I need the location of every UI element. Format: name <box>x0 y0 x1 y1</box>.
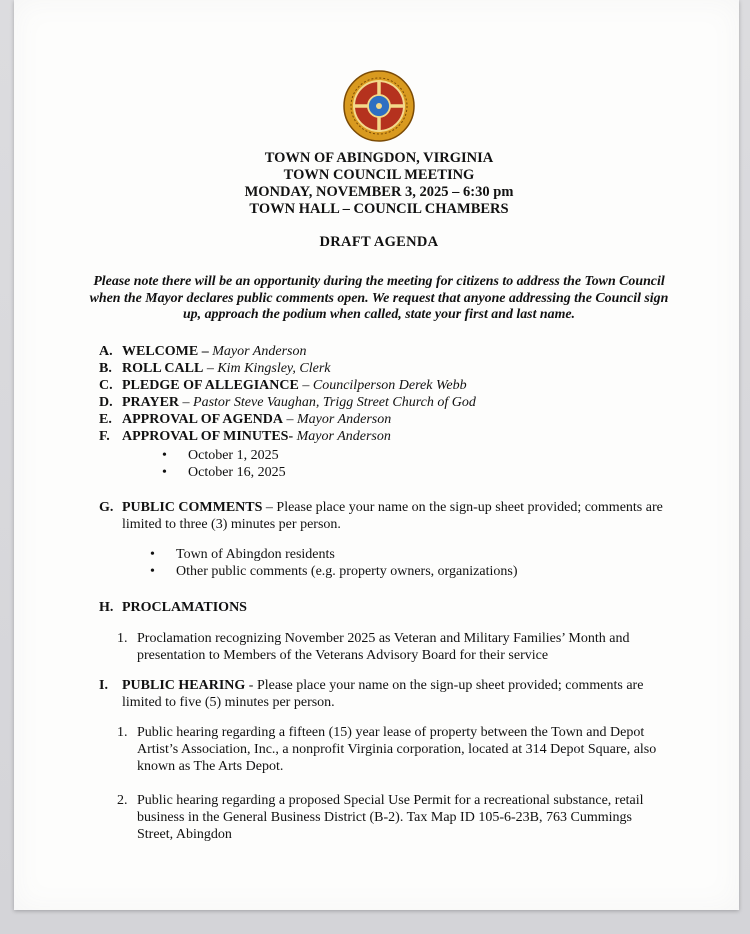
agenda-item-roll-call <box>99 360 669 377</box>
document-header <box>89 150 669 218</box>
agenda-item-welcome <box>99 343 669 360</box>
item-separator: – <box>262 499 277 515</box>
proclamation-item-1 <box>117 630 669 664</box>
item-letter: B. <box>99 360 112 376</box>
item-separator: – <box>179 394 194 410</box>
bullet-icon: • <box>162 465 167 480</box>
agenda-item-approval-agenda <box>99 411 669 428</box>
header-meeting-type: TOWN COUNCIL MEETING <box>283 167 475 183</box>
item-letter: A. <box>99 343 113 359</box>
public-hearing-item-1 <box>117 724 669 775</box>
header-date-time: MONDAY, NOVEMBER 3, 2025 – 6:30 pm <box>244 184 514 200</box>
list-item <box>155 447 669 465</box>
item-detail: Councilperson Derek Webb <box>312 377 467 393</box>
list-item <box>143 563 669 581</box>
item-separator: – <box>198 343 213 359</box>
item-letter: D. <box>99 394 113 410</box>
proclamation-text: Proclamation recognizing November 2025 as Veteran and Military Families’ Month and presentation to Members of the Veterans Advisory Board for their service <box>137 630 630 663</box>
comment-category: Other public comments (e.g. property owners, organizations) <box>176 564 518 579</box>
seal-center-star <box>376 103 382 109</box>
bullet-icon: • <box>150 564 155 579</box>
item-detail: Kim Kingsley, Clerk <box>217 360 331 376</box>
list-item <box>155 464 669 482</box>
item-detail: Pastor Steve Vaughan, Trigg Street Church of God <box>193 394 476 410</box>
item-letter: E. <box>99 411 112 427</box>
item-detail: Mayor Anderson <box>297 411 392 427</box>
agenda-item-public-hearing <box>99 677 669 711</box>
item-letter: G. <box>99 499 114 515</box>
hearing-text: Public hearing regarding a proposed Special Use Permit for a recreational substance, retail business in the General Business District (B-2). Tax Map ID 105-6-23B, 763 Cummings Street, Abingdon <box>137 792 644 842</box>
minutes-date: October 1, 2025 <box>188 447 279 463</box>
item-title: PRAYER <box>122 394 180 410</box>
hearing-text: Public hearing regarding a fifteen (15) year lease of property between the Town and Depot Artist’s Association, Inc., a nonprofit Virginia corporation, located at 314 Depot Square, also known as The Arts Depot. <box>137 724 657 774</box>
item-title: ROLL CALL <box>122 360 204 376</box>
agenda-list <box>99 343 669 843</box>
item-detail: Please place your name on the sign-up sheet provided; comments are limited to three (3) minutes per person. <box>122 499 663 532</box>
item-separator: – <box>298 377 313 393</box>
agenda-item-prayer <box>99 394 669 411</box>
bullet-icon: • <box>150 546 155 562</box>
item-number: 1. <box>117 724 128 740</box>
agenda-item-proclamations <box>99 599 669 616</box>
agenda-item-approval-minutes <box>99 428 669 445</box>
item-number: 2. <box>117 792 128 808</box>
item-letter: H. <box>99 599 114 615</box>
item-letter: I. <box>99 677 108 693</box>
bullet-icon: • <box>162 447 167 463</box>
item-title: APPROVAL OF MINUTES- <box>122 428 294 444</box>
agenda-item-pledge <box>99 377 669 394</box>
minutes-date: October 16, 2025 <box>188 465 286 480</box>
item-title: PLEDGE OF ALLEGIANCE <box>122 377 299 393</box>
agenda-title: DRAFT AGENDA <box>319 234 439 250</box>
item-separator: – <box>283 411 298 427</box>
item-title: PROCLAMATIONS <box>122 599 247 615</box>
item-detail: Mayor Anderson <box>212 343 307 359</box>
item-separator: - <box>245 677 257 693</box>
comment-category: Town of Abingdon residents <box>176 546 335 562</box>
header-location: TOWN HALL – COUNCIL CHAMBERS <box>249 201 509 217</box>
public-comment-notice: Please note there will be an opportunity during the meeting for citizens to address the Town Council when the Mayor declares public comments open. We request that anyone addressing the Council sign up, approach the podium when called, state your first and last name. <box>89 274 669 322</box>
item-number: 1. <box>117 630 128 646</box>
item-letter: F. <box>99 428 110 444</box>
item-title: PUBLIC COMMENTS <box>122 499 263 515</box>
minutes-dates-list <box>155 447 669 482</box>
public-hearing-item-2 <box>117 792 669 843</box>
item-title: PUBLIC HEARING <box>122 677 246 693</box>
agenda-item-public-comments <box>99 499 669 533</box>
item-separator: – <box>203 360 218 376</box>
item-letter: C. <box>99 377 113 393</box>
item-title: WELCOME <box>122 343 199 359</box>
item-detail: Mayor Anderson <box>296 428 391 444</box>
item-detail: Please place your name on the sign-up sheet provided; comments are limited to five (5) minutes per person. <box>122 677 644 710</box>
town-seal-icon <box>343 70 415 142</box>
agenda-page <box>14 0 739 910</box>
list-item <box>143 546 669 564</box>
public-comments-list <box>143 546 669 581</box>
header-town-name: TOWN OF ABINGDON, VIRGINIA <box>264 150 494 166</box>
item-title: APPROVAL OF AGENDA <box>122 411 284 427</box>
